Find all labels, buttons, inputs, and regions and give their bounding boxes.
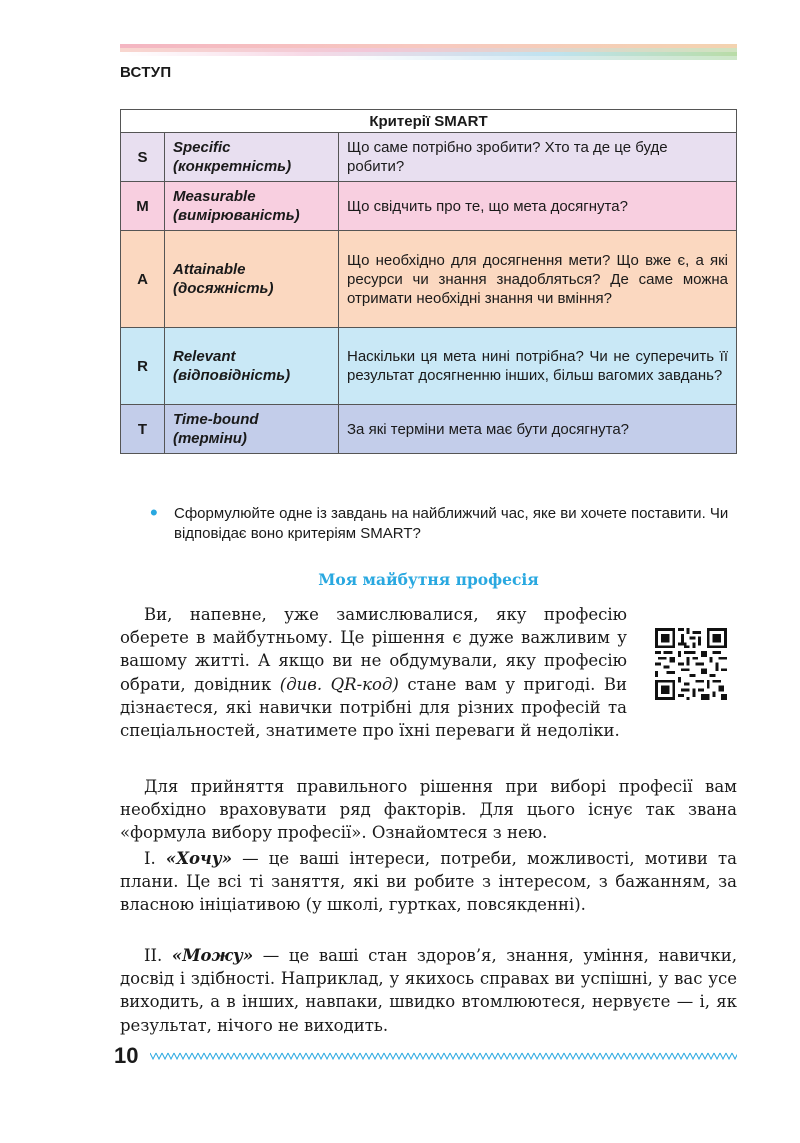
term-want: «Хочу» (165, 849, 233, 868)
criterion-question: За які терміни мета має бути досягнута? (339, 405, 737, 454)
section-label: ВСТУП (120, 64, 172, 81)
page-number: 10 (114, 1043, 139, 1068)
criterion-question: Що необхідно для досягнення мети? Що вже є, а які ресурси чи знання знадобляться? Де саме можна отримати необхідні знання чи вміння? (339, 231, 737, 328)
criterion-letter: M (121, 182, 165, 231)
table-row (121, 182, 737, 231)
qr-code-icon[interactable] (655, 628, 727, 700)
criterion-name: Relevant (відповідність) (165, 328, 339, 405)
header-stripes (120, 44, 737, 64)
criterion-question: Що свідчить про те, що мета досягнута? (339, 182, 737, 231)
criterion-name: Time-bound (терміни) (165, 405, 339, 454)
paragraph-want: І. «Хочу» — це ваші інтереси, потреби, можливості, мотиви та плани. Це всі ті заняття, які ви робите з інтересом, з бажанням, за власною ініціативою (у школі, гуртках, повсякденні). (120, 849, 737, 915)
bullet-dot: • (150, 500, 158, 525)
criterion-name: Attainable (досяжність) (165, 231, 339, 328)
qr-reference: (див. QR-код) (279, 674, 399, 694)
criterion-letter: T (121, 405, 165, 454)
table-row (121, 231, 737, 328)
footer-zigzag-decoration (150, 1050, 737, 1062)
criterion-question: Наскільки ця мета нині потрібна? Чи не суперечить її результат досягненню інших, більш вагомих завдань? (339, 328, 737, 405)
table-row (121, 405, 737, 454)
criterion-letter: A (121, 231, 165, 328)
paragraph-can: ІІ. «Можу» — це ваші стан здоров’я, знання, уміння, навички, досвід і здібності. Наприклад, у якихось справах ви успішні, у вас усе виходить, а в інших, навпаки, швидко втомлюютеся, нервуєте — і, як результат, нічого не виходить. (120, 946, 738, 1035)
criterion-question: Що саме потрібно зробити? Хто та де це буде робити? (339, 133, 737, 182)
criterion-name: Measurable (вимірюваність) (165, 182, 339, 231)
criterion-letter: S (121, 133, 165, 182)
paragraph-factors: Для прийняття правильного рішення при виборі професії вам необхідно враховувати ряд факторів. Для цього існує так звана «формула вибору професії». Ознайомтеся з нею. (120, 777, 737, 843)
criterion-letter: R (121, 328, 165, 405)
smart-criteria-table (120, 109, 737, 454)
task-text: Сформулюйте одне із завдань на найближчий час, яке ви хочете поставити. Чи відповідає воно критеріям SMART? (174, 505, 729, 542)
criterion-name: Specific (конкретність) (165, 133, 339, 182)
paragraph-intro: Ви, напевне, уже замислювалися, яку професію оберете в майбутньому. Це рішення є дуже важливим у вашому житті. А якщо ви не обдумували, яку професію обрати, довідник (див. QR-код) стане вам у пригоді. Ви дізнаєтеся, які навички потрібні для різних професій та спеціальностей, знатимете про їхні переваги й недоліки. (120, 605, 627, 741)
table-title: Критерії SMART (121, 110, 737, 133)
term-can: «Можу» (171, 946, 254, 965)
table-row (121, 328, 737, 405)
section-heading: Моя майбутня професія (318, 570, 539, 589)
table-row (121, 133, 737, 182)
